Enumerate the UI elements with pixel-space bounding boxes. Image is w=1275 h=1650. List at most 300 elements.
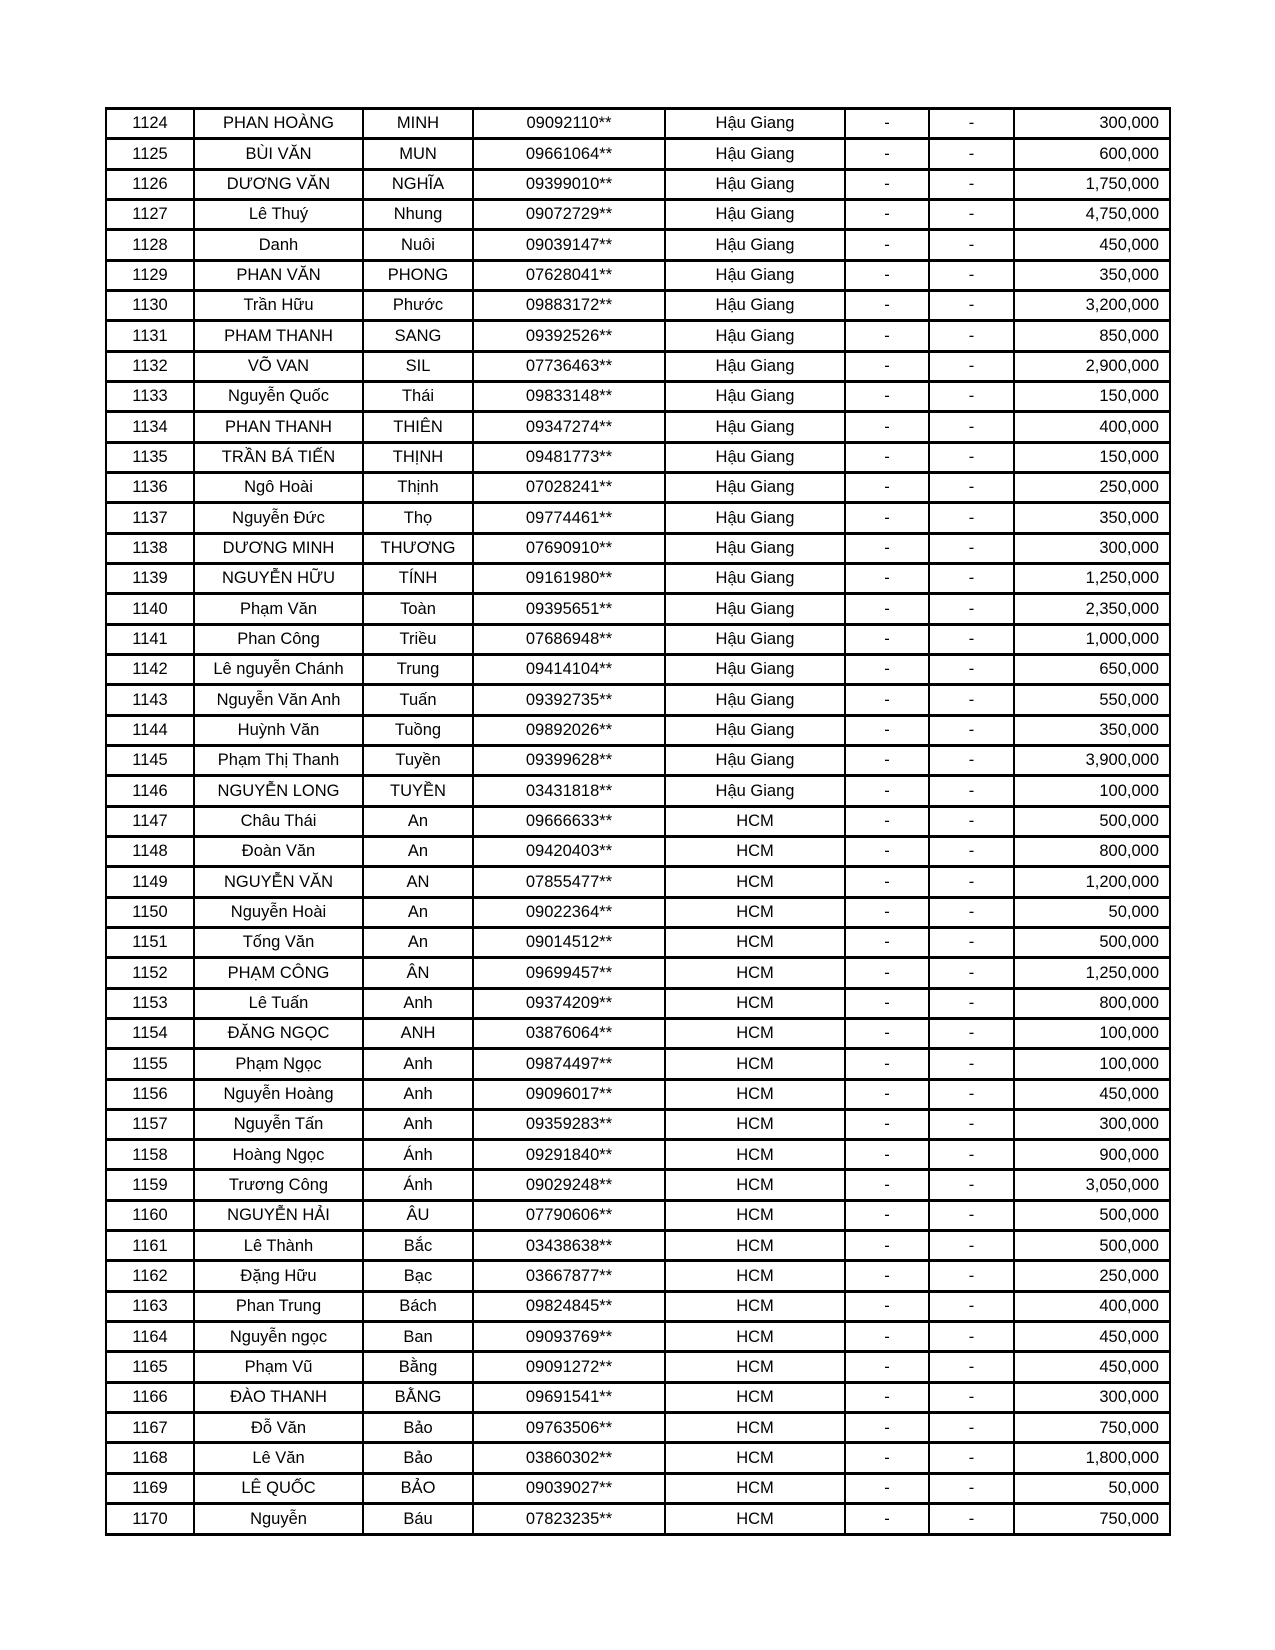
cell-id: 1167	[106, 1413, 194, 1443]
cell-id: 1150	[106, 897, 194, 927]
cell-province: HCM	[665, 1352, 845, 1382]
cell-phone: 07628041**	[473, 260, 665, 290]
cell-name: Phạm Văn	[194, 594, 363, 624]
cell-amount: 400,000	[1014, 1291, 1170, 1321]
cell-phone: 09039147**	[473, 230, 665, 260]
cell-dash-2: -	[929, 958, 1014, 988]
cell-amount: 300,000	[1014, 533, 1170, 563]
cell-dash-2: -	[929, 1018, 1014, 1048]
cell-id: 1162	[106, 1261, 194, 1291]
cell-dash-2: -	[929, 472, 1014, 502]
cell-province: Hậu Giang	[665, 776, 845, 806]
cell-id: 1147	[106, 806, 194, 836]
cell-amount: 500,000	[1014, 1231, 1170, 1261]
cell-dash-2: -	[929, 1291, 1014, 1321]
table-row	[106, 594, 1170, 624]
cell-province: HCM	[665, 1382, 845, 1412]
cell-dash-1: -	[845, 624, 929, 654]
cell-name: Lê Tuấn	[194, 988, 363, 1018]
cell-province: HCM	[665, 1018, 845, 1048]
cell-name: NGUYỄN VĂN	[194, 867, 363, 897]
cell-id: 1151	[106, 927, 194, 957]
cell-name: Nguyễn Hoàng	[194, 1079, 363, 1109]
cell-given-name: Anh	[363, 1049, 473, 1079]
cell-dash-1: -	[845, 1049, 929, 1079]
cell-dash-2: -	[929, 594, 1014, 624]
cell-dash-2: -	[929, 1382, 1014, 1412]
table-row	[106, 1504, 1170, 1535]
cell-province: Hậu Giang	[665, 321, 845, 351]
table-row	[106, 503, 1170, 533]
cell-name: Đặng Hữu	[194, 1261, 363, 1291]
table-row	[106, 745, 1170, 775]
cell-amount: 450,000	[1014, 230, 1170, 260]
cell-dash-2: -	[929, 715, 1014, 745]
cell-id: 1156	[106, 1079, 194, 1109]
cell-phone: 09691541**	[473, 1382, 665, 1412]
cell-dash-2: -	[929, 533, 1014, 563]
cell-province: Hậu Giang	[665, 351, 845, 381]
table-row	[106, 776, 1170, 806]
cell-phone: 09161980**	[473, 563, 665, 593]
cell-given-name: Anh	[363, 1109, 473, 1139]
cell-given-name: An	[363, 806, 473, 836]
cell-name: Phạm Vũ	[194, 1352, 363, 1382]
cell-id: 1140	[106, 594, 194, 624]
cell-name: TRẦN BÁ TIẾN	[194, 442, 363, 472]
cell-given-name: Bằng	[363, 1352, 473, 1382]
cell-dash-2: -	[929, 685, 1014, 715]
cell-amount: 900,000	[1014, 1140, 1170, 1170]
cell-amount: 450,000	[1014, 1352, 1170, 1382]
table-row	[106, 1413, 1170, 1443]
cell-province: Hậu Giang	[665, 563, 845, 593]
cell-name: Nguyễn Văn Anh	[194, 685, 363, 715]
cell-dash-2: -	[929, 290, 1014, 320]
cell-dash-2: -	[929, 351, 1014, 381]
cell-phone: 03438638**	[473, 1231, 665, 1261]
cell-given-name: MINH	[363, 109, 473, 139]
cell-name: Danh	[194, 230, 363, 260]
table-row	[106, 1261, 1170, 1291]
cell-dash-1: -	[845, 1291, 929, 1321]
cell-province: Hậu Giang	[665, 169, 845, 199]
table-row	[106, 199, 1170, 229]
table-row	[106, 169, 1170, 199]
cell-dash-2: -	[929, 1352, 1014, 1382]
cell-given-name: TUYỀN	[363, 776, 473, 806]
cell-name: Lê Thuý	[194, 199, 363, 229]
cell-province: HCM	[665, 1079, 845, 1109]
cell-province: Hậu Giang	[665, 109, 845, 139]
cell-given-name: TÍNH	[363, 563, 473, 593]
cell-phone: 07823235**	[473, 1504, 665, 1535]
cell-name: PHAN VĂN	[194, 260, 363, 290]
table-row	[106, 109, 1170, 139]
cell-given-name: Phước	[363, 290, 473, 320]
cell-id: 1157	[106, 1109, 194, 1139]
cell-phone: 07690910**	[473, 533, 665, 563]
cell-province: HCM	[665, 1261, 845, 1291]
cell-amount: 1,000,000	[1014, 624, 1170, 654]
cell-id: 1126	[106, 169, 194, 199]
cell-phone: 03667877**	[473, 1261, 665, 1291]
cell-dash-2: -	[929, 563, 1014, 593]
cell-id: 1153	[106, 988, 194, 1018]
cell-name: Hoàng Ngọc	[194, 1140, 363, 1170]
cell-dash-2: -	[929, 230, 1014, 260]
cell-dash-2: -	[929, 1473, 1014, 1503]
cell-name: Huỳnh Văn	[194, 715, 363, 745]
cell-dash-1: -	[845, 139, 929, 169]
cell-province: Hậu Giang	[665, 230, 845, 260]
cell-province: HCM	[665, 958, 845, 988]
cell-dash-1: -	[845, 1231, 929, 1261]
cell-dash-2: -	[929, 199, 1014, 229]
cell-amount: 100,000	[1014, 1018, 1170, 1048]
cell-dash-1: -	[845, 988, 929, 1018]
cell-given-name: Bắc	[363, 1231, 473, 1261]
cell-amount: 500,000	[1014, 806, 1170, 836]
cell-id: 1129	[106, 260, 194, 290]
cell-given-name: SIL	[363, 351, 473, 381]
cell-dash-1: -	[845, 351, 929, 381]
cell-dash-2: -	[929, 1231, 1014, 1261]
cell-name: DƯƠNG MINH	[194, 533, 363, 563]
cell-id: 1168	[106, 1443, 194, 1473]
cell-phone: 09399010**	[473, 169, 665, 199]
cell-amount: 1,200,000	[1014, 867, 1170, 897]
cell-id: 1135	[106, 442, 194, 472]
cell-province: HCM	[665, 1170, 845, 1200]
cell-dash-2: -	[929, 836, 1014, 866]
cell-dash-2: -	[929, 927, 1014, 957]
cell-amount: 800,000	[1014, 836, 1170, 866]
cell-dash-1: -	[845, 927, 929, 957]
table-row	[106, 1231, 1170, 1261]
cell-name: Ngô Hoài	[194, 472, 363, 502]
cell-name: NGUYỄN HẢI	[194, 1200, 363, 1230]
cell-given-name: Báu	[363, 1504, 473, 1535]
cell-given-name: THIÊN	[363, 412, 473, 442]
cell-id: 1133	[106, 381, 194, 411]
cell-name: Châu Thái	[194, 806, 363, 836]
cell-phone: 03860302**	[473, 1443, 665, 1473]
cell-province: HCM	[665, 1473, 845, 1503]
cell-province: Hậu Giang	[665, 260, 845, 290]
table-row	[106, 1140, 1170, 1170]
cell-phone: 09774461**	[473, 503, 665, 533]
cell-dash-1: -	[845, 594, 929, 624]
table-row	[106, 867, 1170, 897]
cell-province: HCM	[665, 1322, 845, 1352]
table-row	[106, 685, 1170, 715]
cell-province: Hậu Giang	[665, 472, 845, 502]
cell-dash-1: -	[845, 1352, 929, 1382]
cell-phone: 09883172**	[473, 290, 665, 320]
cell-given-name: AN	[363, 867, 473, 897]
cell-phone: 09359283**	[473, 1109, 665, 1139]
cell-given-name: Tuấn	[363, 685, 473, 715]
cell-dash-1: -	[845, 1109, 929, 1139]
cell-id: 1137	[106, 503, 194, 533]
table-row	[106, 654, 1170, 684]
cell-id: 1134	[106, 412, 194, 442]
cell-given-name: Ban	[363, 1322, 473, 1352]
cell-id: 1146	[106, 776, 194, 806]
cell-id: 1145	[106, 745, 194, 775]
cell-given-name: Ánh	[363, 1170, 473, 1200]
cell-name: Nguyễn	[194, 1504, 363, 1535]
cell-phone: 07028241**	[473, 472, 665, 502]
table-row	[106, 927, 1170, 957]
cell-province: Hậu Giang	[665, 745, 845, 775]
cell-dash-1: -	[845, 1322, 929, 1352]
cell-dash-2: -	[929, 1261, 1014, 1291]
table-row	[106, 1443, 1170, 1473]
table-body	[106, 109, 1170, 1535]
cell-dash-2: -	[929, 897, 1014, 927]
cell-name: Phan Công	[194, 624, 363, 654]
cell-given-name: THƯƠNG	[363, 533, 473, 563]
cell-dash-1: -	[845, 1382, 929, 1412]
cell-amount: 150,000	[1014, 442, 1170, 472]
cell-amount: 3,050,000	[1014, 1170, 1170, 1200]
cell-given-name: BẰNG	[363, 1382, 473, 1412]
cell-dash-2: -	[929, 442, 1014, 472]
table-row	[106, 139, 1170, 169]
cell-id: 1125	[106, 139, 194, 169]
cell-province: Hậu Giang	[665, 503, 845, 533]
cell-amount: 350,000	[1014, 503, 1170, 533]
cell-phone: 09824845**	[473, 1291, 665, 1321]
cell-dash-2: -	[929, 1322, 1014, 1352]
cell-dash-1: -	[845, 533, 929, 563]
cell-dash-1: -	[845, 1200, 929, 1230]
table-row	[106, 321, 1170, 351]
cell-amount: 450,000	[1014, 1322, 1170, 1352]
cell-amount: 550,000	[1014, 685, 1170, 715]
cell-phone: 09420403**	[473, 836, 665, 866]
cell-given-name: Nhung	[363, 199, 473, 229]
cell-name: Phạm Thị Thanh	[194, 745, 363, 775]
cell-id: 1160	[106, 1200, 194, 1230]
cell-phone: 07686948**	[473, 624, 665, 654]
cell-dash-2: -	[929, 1170, 1014, 1200]
cell-dash-1: -	[845, 230, 929, 260]
cell-name: ĐÀO THANH	[194, 1382, 363, 1412]
cell-province: Hậu Giang	[665, 442, 845, 472]
cell-name: PHẠM CÔNG	[194, 958, 363, 988]
cell-province: Hậu Giang	[665, 381, 845, 411]
cell-given-name: Anh	[363, 1079, 473, 1109]
cell-dash-1: -	[845, 685, 929, 715]
cell-name: Nguyễn Hoài	[194, 897, 363, 927]
cell-name: Nguyễn Đức	[194, 503, 363, 533]
table-row	[106, 533, 1170, 563]
cell-name: NGUYỄN LONG	[194, 776, 363, 806]
cell-dash-1: -	[845, 290, 929, 320]
cell-dash-2: -	[929, 412, 1014, 442]
cell-given-name: THỊNH	[363, 442, 473, 472]
cell-phone: 09291840**	[473, 1140, 665, 1170]
cell-dash-2: -	[929, 139, 1014, 169]
cell-phone: 09833148**	[473, 381, 665, 411]
cell-name: Đỗ Văn	[194, 1413, 363, 1443]
cell-phone: 09392735**	[473, 685, 665, 715]
cell-id: 1148	[106, 836, 194, 866]
cell-province: HCM	[665, 927, 845, 957]
cell-phone: 07855477**	[473, 867, 665, 897]
cell-name: Trần Hữu	[194, 290, 363, 320]
cell-given-name: Thái	[363, 381, 473, 411]
cell-amount: 100,000	[1014, 1049, 1170, 1079]
cell-amount: 3,900,000	[1014, 745, 1170, 775]
cell-id: 1158	[106, 1140, 194, 1170]
cell-province: HCM	[665, 897, 845, 927]
cell-phone: 09029248**	[473, 1170, 665, 1200]
cell-province: HCM	[665, 1504, 845, 1535]
cell-dash-2: -	[929, 321, 1014, 351]
cell-name: VÕ VAN	[194, 351, 363, 381]
cell-amount: 400,000	[1014, 412, 1170, 442]
cell-province: HCM	[665, 1443, 845, 1473]
cell-phone: 09399628**	[473, 745, 665, 775]
cell-id: 1169	[106, 1473, 194, 1503]
cell-amount: 300,000	[1014, 109, 1170, 139]
cell-dash-1: -	[845, 1079, 929, 1109]
table-row	[106, 1291, 1170, 1321]
cell-dash-1: -	[845, 745, 929, 775]
cell-amount: 350,000	[1014, 715, 1170, 745]
cell-id: 1136	[106, 472, 194, 502]
table-row	[106, 1109, 1170, 1139]
cell-id: 1141	[106, 624, 194, 654]
cell-dash-2: -	[929, 1413, 1014, 1443]
table-row	[106, 412, 1170, 442]
cell-amount: 50,000	[1014, 1473, 1170, 1503]
cell-name: LÊ QUỐC	[194, 1473, 363, 1503]
cell-id: 1154	[106, 1018, 194, 1048]
cell-given-name: Toàn	[363, 594, 473, 624]
cell-province: HCM	[665, 1413, 845, 1443]
cell-name: Lê Văn	[194, 1443, 363, 1473]
cell-dash-1: -	[845, 321, 929, 351]
cell-given-name: Tuyền	[363, 745, 473, 775]
cell-name: Lê Thành	[194, 1231, 363, 1261]
cell-id: 1142	[106, 654, 194, 684]
cell-phone: 07790606**	[473, 1200, 665, 1230]
table-row	[106, 1473, 1170, 1503]
cell-province: Hậu Giang	[665, 685, 845, 715]
cell-dash-1: -	[845, 442, 929, 472]
cell-amount: 150,000	[1014, 381, 1170, 411]
cell-dash-2: -	[929, 624, 1014, 654]
cell-amount: 800,000	[1014, 988, 1170, 1018]
cell-amount: 3,200,000	[1014, 290, 1170, 320]
cell-phone: 09022364**	[473, 897, 665, 927]
cell-dash-2: -	[929, 1079, 1014, 1109]
cell-dash-1: -	[845, 563, 929, 593]
cell-dash-2: -	[929, 1443, 1014, 1473]
cell-given-name: BẢO	[363, 1473, 473, 1503]
cell-name: Phan Trung	[194, 1291, 363, 1321]
cell-amount: 50,000	[1014, 897, 1170, 927]
cell-province: Hậu Giang	[665, 199, 845, 229]
cell-phone: 09392526**	[473, 321, 665, 351]
cell-province: Hậu Giang	[665, 139, 845, 169]
cell-id: 1152	[106, 958, 194, 988]
cell-amount: 1,800,000	[1014, 1443, 1170, 1473]
cell-given-name: NGHĨA	[363, 169, 473, 199]
cell-province: Hậu Giang	[665, 533, 845, 563]
table-row	[106, 1352, 1170, 1382]
cell-dash-2: -	[929, 1049, 1014, 1079]
table-row	[106, 442, 1170, 472]
cell-id: 1132	[106, 351, 194, 381]
cell-given-name: PHONG	[363, 260, 473, 290]
table-row	[106, 472, 1170, 502]
table-row	[106, 1049, 1170, 1079]
cell-dash-2: -	[929, 503, 1014, 533]
cell-given-name: Bảo	[363, 1443, 473, 1473]
cell-given-name: Bách	[363, 1291, 473, 1321]
table-row	[106, 1018, 1170, 1048]
cell-id: 1163	[106, 1291, 194, 1321]
cell-name: PHAN THANH	[194, 412, 363, 442]
cell-phone: 09892026**	[473, 715, 665, 745]
table-row	[106, 290, 1170, 320]
cell-dash-1: -	[845, 1473, 929, 1503]
cell-amount: 650,000	[1014, 654, 1170, 684]
cell-province: HCM	[665, 988, 845, 1018]
cell-amount: 2,900,000	[1014, 351, 1170, 381]
cell-id: 1170	[106, 1504, 194, 1535]
cell-given-name: An	[363, 897, 473, 927]
table-row	[106, 715, 1170, 745]
cell-name: ĐĂNG NGỌC	[194, 1018, 363, 1048]
cell-given-name: ÂU	[363, 1200, 473, 1230]
cell-name: Nguyễn Quốc	[194, 381, 363, 411]
cell-dash-2: -	[929, 260, 1014, 290]
cell-given-name: Trung	[363, 654, 473, 684]
cell-id: 1161	[106, 1231, 194, 1261]
cell-name: NGUYỄN HỮU	[194, 563, 363, 593]
cell-amount: 850,000	[1014, 321, 1170, 351]
cell-amount: 500,000	[1014, 1200, 1170, 1230]
cell-dash-1: -	[845, 897, 929, 927]
cell-given-name: ANH	[363, 1018, 473, 1048]
cell-name: Lê nguyễn Chánh	[194, 654, 363, 684]
cell-province: HCM	[665, 867, 845, 897]
cell-dash-1: -	[845, 1413, 929, 1443]
cell-given-name: Thọ	[363, 503, 473, 533]
cell-province: Hậu Giang	[665, 594, 845, 624]
cell-given-name: An	[363, 836, 473, 866]
cell-name: BÙI VĂN	[194, 139, 363, 169]
cell-amount: 250,000	[1014, 472, 1170, 502]
cell-amount: 500,000	[1014, 927, 1170, 957]
cell-id: 1165	[106, 1352, 194, 1382]
cell-name: Phạm Ngọc	[194, 1049, 363, 1079]
cell-name: Tống Văn	[194, 927, 363, 957]
cell-id: 1131	[106, 321, 194, 351]
table-row	[106, 1382, 1170, 1412]
cell-id: 1138	[106, 533, 194, 563]
cell-dash-1: -	[845, 958, 929, 988]
cell-dash-1: -	[845, 776, 929, 806]
cell-province: Hậu Giang	[665, 412, 845, 442]
